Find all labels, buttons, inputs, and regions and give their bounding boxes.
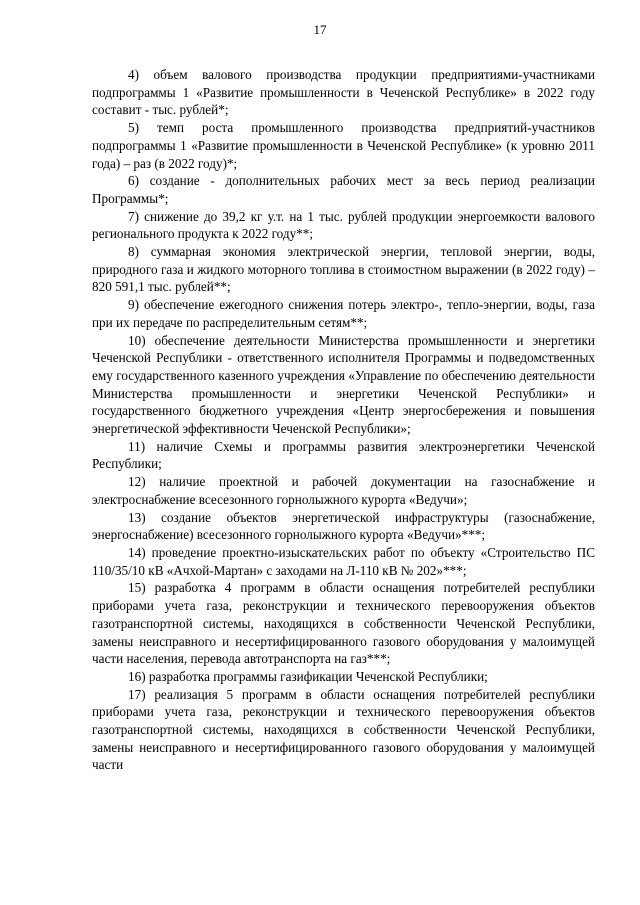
page-number: 17: [313, 22, 327, 37]
paragraph-item-7: 7) снижение до 39,2 кг у.т. на 1 тыс. рублей продукции энергоемкости валового регионального продукта к 2022 году**;: [92, 208, 595, 242]
paragraph-item-17: 17) реализация 5 программ в области оснащения потребителей республики приборами учета газа, реконструкции и технического перевооружения объектов газотранспортной системы, находящихся в собственности Чеченской Республики, замены неисправного и несертифицированного газового оборудования у малоимущей части: [92, 686, 595, 773]
paragraph-item-9: 9) обеспечение ежегодного снижения потерь электро-, тепло-энергии, воды, газа при их передаче по распределительным сетям**;: [92, 297, 595, 330]
paragraph-item-11: 11) наличие Схемы и программы развития электроэнергетики Чеченской Республики;: [92, 438, 595, 472]
paragraph-item-10: 10) обеспечение деятельности Министерства промышленности и энергетики Чеченской Республики - ответственного исполнителя Программы и подведомственных ему государственного казенного учреждения «Управление по обеспечению деятельности Министерства промышленности и энергетики Чеченской Республики» и государственного бюджетного учреждения «Центр энергосбережения и повышения энергетической эффективности Чеченской Республики»;: [92, 332, 595, 437]
paragraph-item-5: 5) темп роста промышленного производства предприятий-участников подпрограммы 1 «Развитие промышленности в Чеченской Республике» (к уровню 2011 года) – раз (в 2022 году)*;: [92, 120, 595, 171]
paragraph-item-6: 6) создание - дополнительных рабочих мест за весь период реализации Программы*;: [92, 173, 595, 206]
paragraph-item-13: 13) создание объектов энергетической инфраструктуры (газоснабжение, энергоснабжение) всесезонного горнолыжного курорта «Ведучи»***;: [92, 509, 595, 543]
paragraph-item-15: 15) разработка 4 программ в области оснащения потребителей республики приборами учета газа, реконструкции и технического перевооружения объектов газотранспортной системы, находящихся в собственности Чеченской Республики, замены неисправного и несертифицированного газового оборудования у малоимущей части населения, перевода автотранспорта на газ***;: [92, 580, 595, 667]
paragraph-item-12: 12) наличие проектной и рабочей документации на газоснабжение и электроснабжение всесезонного горнолыжного курорта «Ведучи»;: [92, 474, 595, 507]
document-body: [92, 66, 595, 774]
paragraph-item-16: 16) разработка программы газификации Чеченской Республики;: [128, 668, 488, 684]
paragraph-item-14: 14) проведение проектно-изыскательских работ по объекту «Строительство ПС 110/35/10 кВ «Ачхой-Мартан» с заходами на Л-110 кВ № 202»***;: [92, 544, 595, 578]
paragraph-item-4: 4) объем валового производства продукции предприятиями-участниками подпрограммы 1 «Развитие промышленности в Чеченской Республике» в 2022 году составит - тыс. рублей*;: [92, 67, 595, 118]
paragraph-item-8: 8) суммарная экономия электрической энергии, тепловой энергии, воды, природного газа и жидкого моторного топлива в стоимостном выражении (в 2022 году) – 820 591,1 тыс. рублей**;: [92, 244, 595, 295]
